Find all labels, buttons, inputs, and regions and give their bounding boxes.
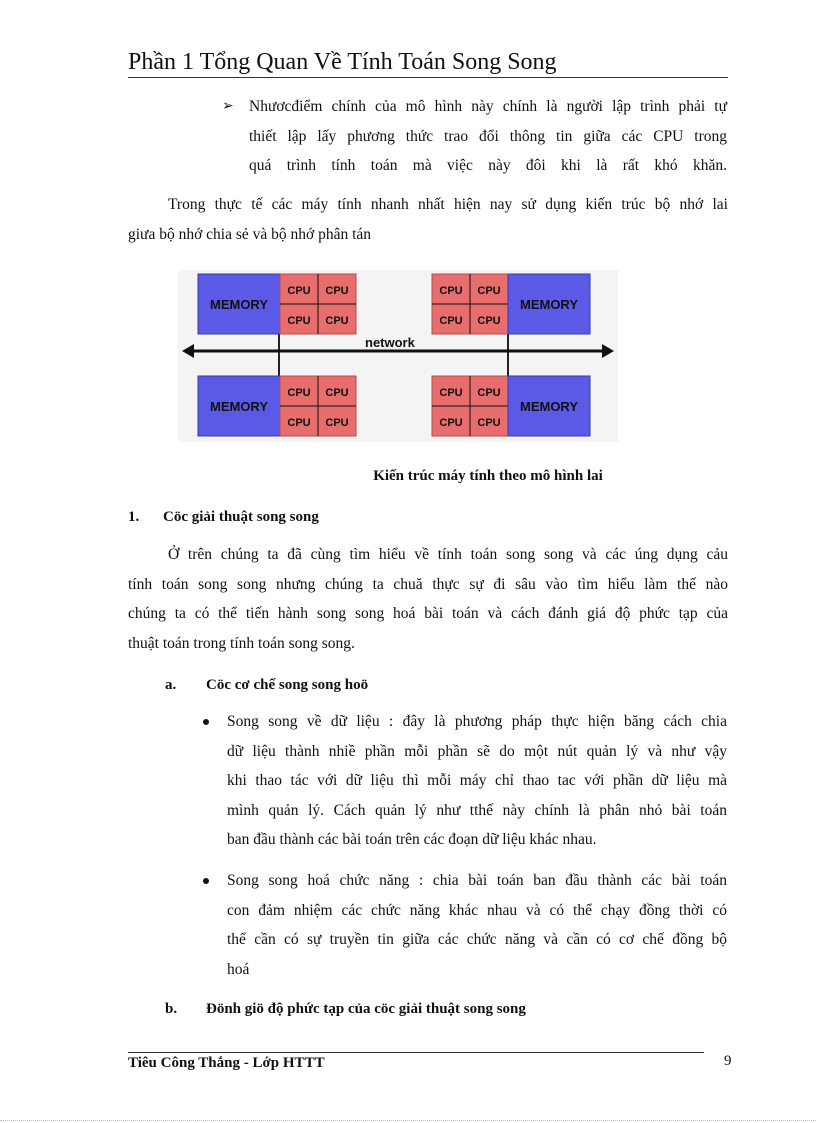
cpu-label: CPU [439,285,463,297]
section-1-number: 1. [128,509,140,525]
section-1-line-2: tính toán song song nhưng chúng ta chuă thực sự đi sâu vào tìm hiểu làm thế nào [128,575,728,593]
bullet-functional-parallelism [227,866,727,984]
cpu-label: CPU [477,387,501,399]
paragraph-hybrid-memory [128,190,728,249]
intro-line-1: Nhươcđiểm chính của mô hình này chính là người lập trình phải tự [249,98,727,115]
bullet-dot-icon [203,878,209,884]
subsection-a-title: Cöc cơ chế song song hoö [206,677,369,693]
bullet-1-line-3: khi thao tác với dữ liệu thì mỗi máy chỉ thao tac với phần dữ liệu mà [227,772,727,789]
node-bottom-left [198,376,356,436]
bullet-dot-icon [203,719,209,725]
bullet-2-line-3: thể cần có sự truyền tin giữa các chức năng và cần có cơ chế đồng bộ [227,931,727,948]
cpu-label: CPU [477,315,501,327]
section-1-paragraph [128,540,728,658]
page-number: 9 [724,1053,732,1069]
cpu-label: CPU [325,285,349,297]
memory-label: MEMORY [209,399,269,414]
bullet-2-line-2: con đảm nhiệm các chức năng khác nhau và có thể chạy đồng thời có [227,901,727,919]
bullet-1-line-1: Song song về dữ liệu : đây là phương pháp thực hiện băng cách chia [227,713,727,730]
bullet-1-line-2: dữ liệu thành nhiề phần mỗi phần sẽ do một nút quản lý và như vậy [227,742,727,760]
memory-label: MEMORY [209,297,269,312]
cpu-label: CPU [439,417,463,429]
arrow-bullet-icon: ➢ [222,99,234,114]
section-1-line-1: Ở trên chúng ta đã cùng tìm hiểu về tính toán song song và các úng dụng cảu [168,546,728,563]
cpu-label: CPU [287,417,311,429]
cpu-label: CPU [287,285,311,297]
intro-line-2: thiết lập lấy phương thức trao đổi thông tin giữa các CPU trong [249,127,727,145]
para1-line-1: Trong thực tế các máy tính nhanh nhất hiện nay sử dụng kiến trúc bộ nhớ lai [168,196,728,213]
footer-divider [128,1052,704,1053]
footer-author: Tiêu Công Thắng - Lớp HTTT [128,1055,325,1071]
intro-line-3: quá trình tính toán mà việc này đôi khi là rất khó khăn. [249,157,727,174]
para1-line-2: giưa bộ nhớ chia sẻ và bộ nhớ phân tán [128,225,372,243]
section-1-title: Cöc giải thuật song song [163,509,319,525]
figure-caption: Kiến trúc máy tính theo mô hình lai [373,468,603,484]
cpu-label: CPU [477,285,501,297]
cpu-label: CPU [325,315,349,327]
bullet-1-line-5: ban đầu thành các bài toán trên các đoạn dữ liệu khác nhau. [227,831,597,848]
page-header-title: Phần 1 Tổng Quan Về Tính Toán Song Song [128,49,557,75]
cpu-label: CPU [477,417,501,429]
subsection-b-letter: b. [165,1001,178,1017]
subsection-a-letter: a. [165,677,177,693]
bullet-1-line-4: mình quản lý. Cách quản lý như tthế này chính là phân nhỏ bài toán [227,801,727,819]
node-top-right [432,274,590,334]
section-1-line-4: thuật toán trong tính toán song song. [128,634,355,652]
cpu-label: CPU [325,417,349,429]
header-divider [128,77,728,78]
memory-label: MEMORY [519,399,579,414]
architecture-diagram [178,270,618,442]
bullet-2-line-4: hoá [227,960,250,978]
hybrid-architecture-figure [178,270,618,442]
cpu-label: CPU [287,387,311,399]
cpu-label: CPU [439,315,463,327]
page-bottom-border [0,1120,816,1121]
bullet-2-line-1: Song song hoá chức năng : chia bài toán ban đầu thành các bài toán [227,872,727,889]
memory-label: MEMORY [519,297,579,312]
network-label: network [365,335,415,350]
subsection-b-title: Đönh giö độ phức tạp của cöc giải thuật song song [206,1001,526,1017]
section-1-line-3: chúng ta có thể tiến hành song song hoá bài toán và cách đánh giá độ phức tạp của [128,605,728,622]
node-bottom-right [432,376,590,436]
cpu-label: CPU [439,387,463,399]
node-top-left [198,274,356,334]
cpu-label: CPU [287,315,311,327]
cpu-label: CPU [325,387,349,399]
bullet-data-parallelism [227,707,727,855]
intro-bullet-text [249,92,727,181]
